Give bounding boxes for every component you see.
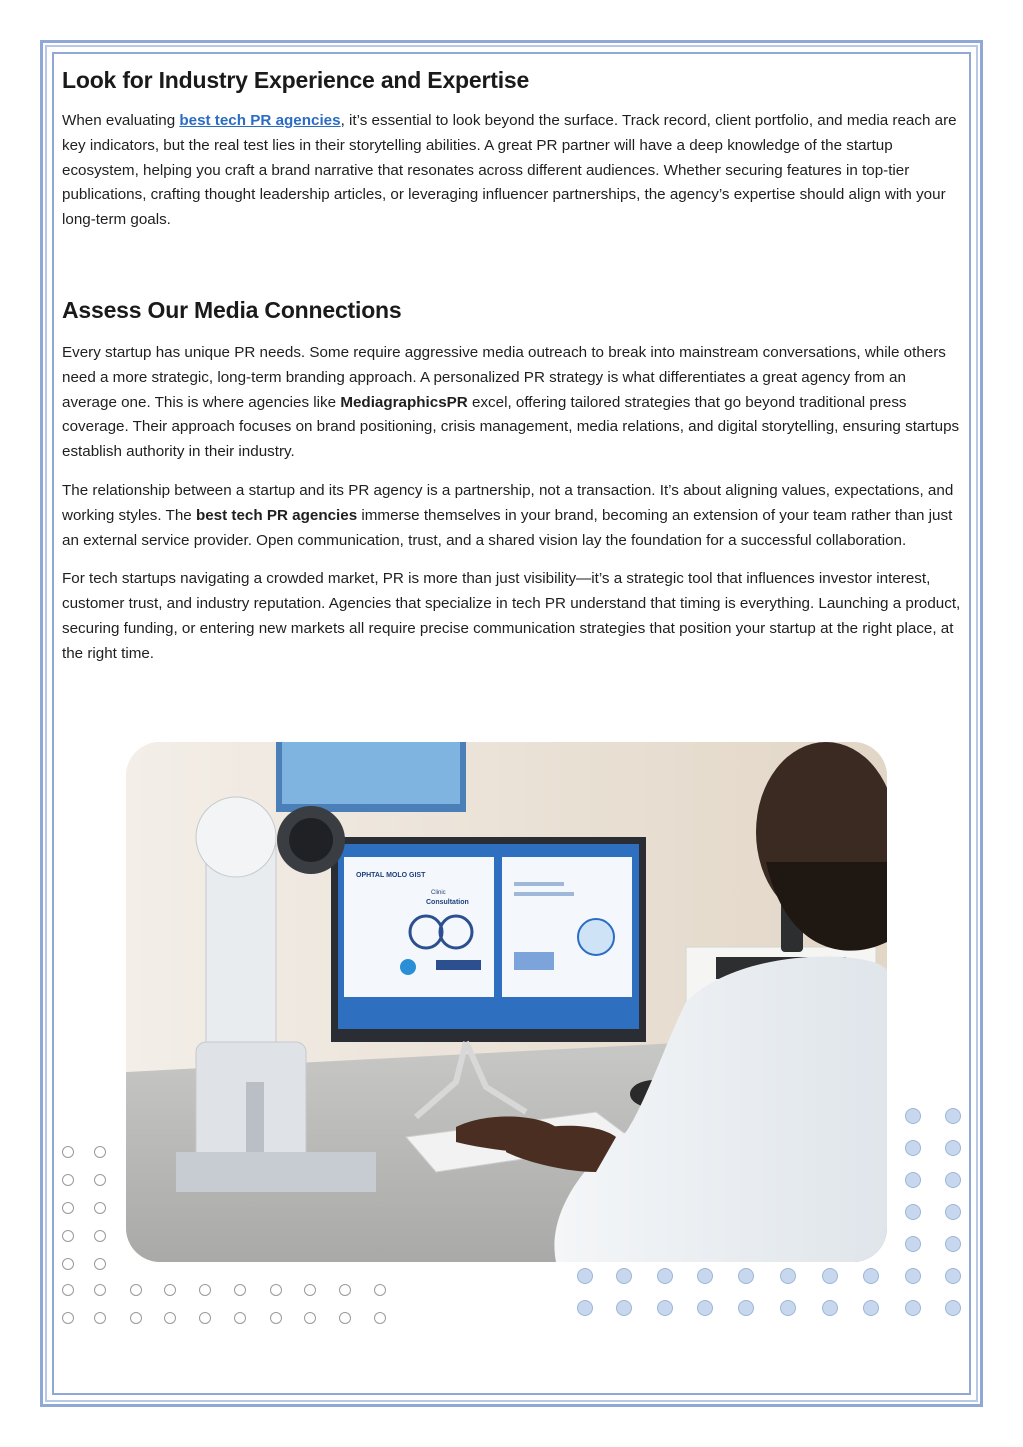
decorative-dot	[234, 1284, 246, 1296]
decorative-dot	[945, 1140, 961, 1156]
text-span: , it’s essential to look beyond the surface. Track record, client portfolio, and media reach are key indicators, but the real test lies in their storytelling abilities. A great PR partner will have a deep knowledge of the startup ecosystem, helping you craft a brand narrative that resonates across different audiences. Whether securing features in top-tier publications, crafting thought leadership articles, or leveraging influencer partnerships, the agency’s expertise should align with your long-term goals.	[62, 112, 957, 229]
decorative-dot	[863, 1268, 879, 1284]
decorative-dot	[616, 1268, 632, 1284]
decorative-dot	[94, 1174, 106, 1186]
screen-center-line1: Clinic	[431, 890, 446, 896]
decorative-dot	[270, 1284, 282, 1296]
decorative-dot	[657, 1268, 673, 1284]
decorative-dot	[863, 1300, 879, 1316]
decorative-dot	[62, 1230, 74, 1242]
screen-left-title: OPHTAL MOLO GIST	[356, 872, 426, 879]
text-span: The relationship between a startup and its PR agency is a partnership, not a transaction. It’s about aligning values, expectations, and working styles. The	[62, 481, 954, 524]
decorative-dot	[738, 1300, 754, 1316]
text-span: Every startup has unique PR needs. Some require aggressive media outreach to break into mainstream conversations, while others need a more strategic, long-term branding approach. A personalized PR strategy is what differentiates a great agency from an average one. This is where agencies like	[62, 343, 946, 411]
decorative-dot	[780, 1300, 796, 1316]
bold-mediagraphicspr: MediagraphicsPR	[340, 393, 468, 411]
decorative-dot	[304, 1284, 316, 1296]
decorative-dot	[374, 1312, 386, 1324]
paragraph-industry-experience	[62, 109, 962, 233]
decorative-dot	[577, 1268, 593, 1284]
paragraph-partnership	[62, 479, 962, 553]
decorative-dot	[780, 1268, 796, 1284]
decorative-dot	[945, 1300, 961, 1316]
decorative-dot	[199, 1312, 211, 1324]
decorative-dot	[339, 1284, 351, 1296]
decorative-dot	[270, 1312, 282, 1324]
doctor-at-computer-photo	[126, 742, 887, 1262]
decorative-dot	[945, 1108, 961, 1124]
decorative-dot	[62, 1258, 74, 1270]
bold-best-tech-pr-agencies: best tech PR agencies	[195, 506, 358, 524]
decorative-dot	[62, 1312, 74, 1324]
decorative-dot	[94, 1230, 106, 1242]
decorative-dot	[199, 1284, 211, 1296]
decorative-dot	[577, 1300, 593, 1316]
decorative-dot	[164, 1284, 176, 1296]
decorative-dot	[164, 1312, 176, 1324]
decorative-dot	[94, 1146, 106, 1158]
document-body	[62, 62, 962, 667]
decorative-dot	[697, 1268, 713, 1284]
decorative-dot	[616, 1300, 632, 1316]
decorative-dot	[130, 1312, 142, 1324]
decorative-dot	[94, 1284, 106, 1296]
paragraph-crowded-market: For tech startups navigating a crowded market, PR is more than just visibility—it’s a strategic tool that influences investor interest, customer trust, and industry reputation. Agencies that specialize in tech PR understand that timing is everything. Launching a product, securing funding, or entering new markets all require precise communication strategies that position your startup at the right place, at the right time.	[62, 570, 961, 662]
decorative-dot	[304, 1312, 316, 1324]
decorative-dot	[905, 1172, 921, 1188]
decorative-dot	[945, 1236, 961, 1252]
decorative-dot	[697, 1300, 713, 1316]
section-heading-media-connections: Assess Our Media Connections	[62, 296, 402, 323]
decorative-dot	[62, 1284, 74, 1296]
decorative-dot	[62, 1202, 74, 1214]
section-heading-industry-experience: Look for Industry Experience and Expertise	[62, 67, 530, 93]
decorative-dot	[62, 1146, 74, 1158]
text-span: When evaluating	[62, 112, 180, 129]
decorative-dot	[234, 1312, 246, 1324]
decorative-dot	[945, 1268, 961, 1284]
decorative-dot	[822, 1268, 838, 1284]
decorative-dot	[905, 1236, 921, 1252]
decorative-dot	[905, 1300, 921, 1316]
decorative-dot	[62, 1174, 74, 1186]
decorative-dot	[94, 1258, 106, 1270]
decorative-dot	[822, 1300, 838, 1316]
decorative-dot	[905, 1204, 921, 1220]
decorative-dot	[905, 1140, 921, 1156]
decorative-dot	[657, 1300, 673, 1316]
decorative-dot	[905, 1268, 921, 1284]
decorative-dot	[374, 1284, 386, 1296]
best-tech-pr-agencies-link[interactable]: best tech PR agencies	[179, 112, 341, 129]
decorative-dot	[945, 1172, 961, 1188]
decorative-dot	[945, 1204, 961, 1220]
paragraph-unique-pr-needs	[62, 341, 962, 465]
decorative-dot	[94, 1312, 106, 1324]
decorative-dot	[905, 1108, 921, 1124]
text-span: excel, offering tailored strategies that go beyond traditional press coverage. Their approach focuses on brand positioning, crisis management, media relations, and digital storytelling, ensuring startups establish authority in their industry.	[62, 393, 960, 461]
decorative-dot	[738, 1268, 754, 1284]
decorative-dot	[94, 1202, 106, 1214]
screen-center-line2: Consultation	[426, 899, 469, 906]
decorative-dot	[339, 1312, 351, 1324]
text-span: immerse themselves in your brand, becoming an extension of your team rather than just an external service provider. Open communication, trust, and a shared vision lay the foundation for a successful collaboration.	[62, 506, 953, 549]
decorative-dot	[130, 1284, 142, 1296]
